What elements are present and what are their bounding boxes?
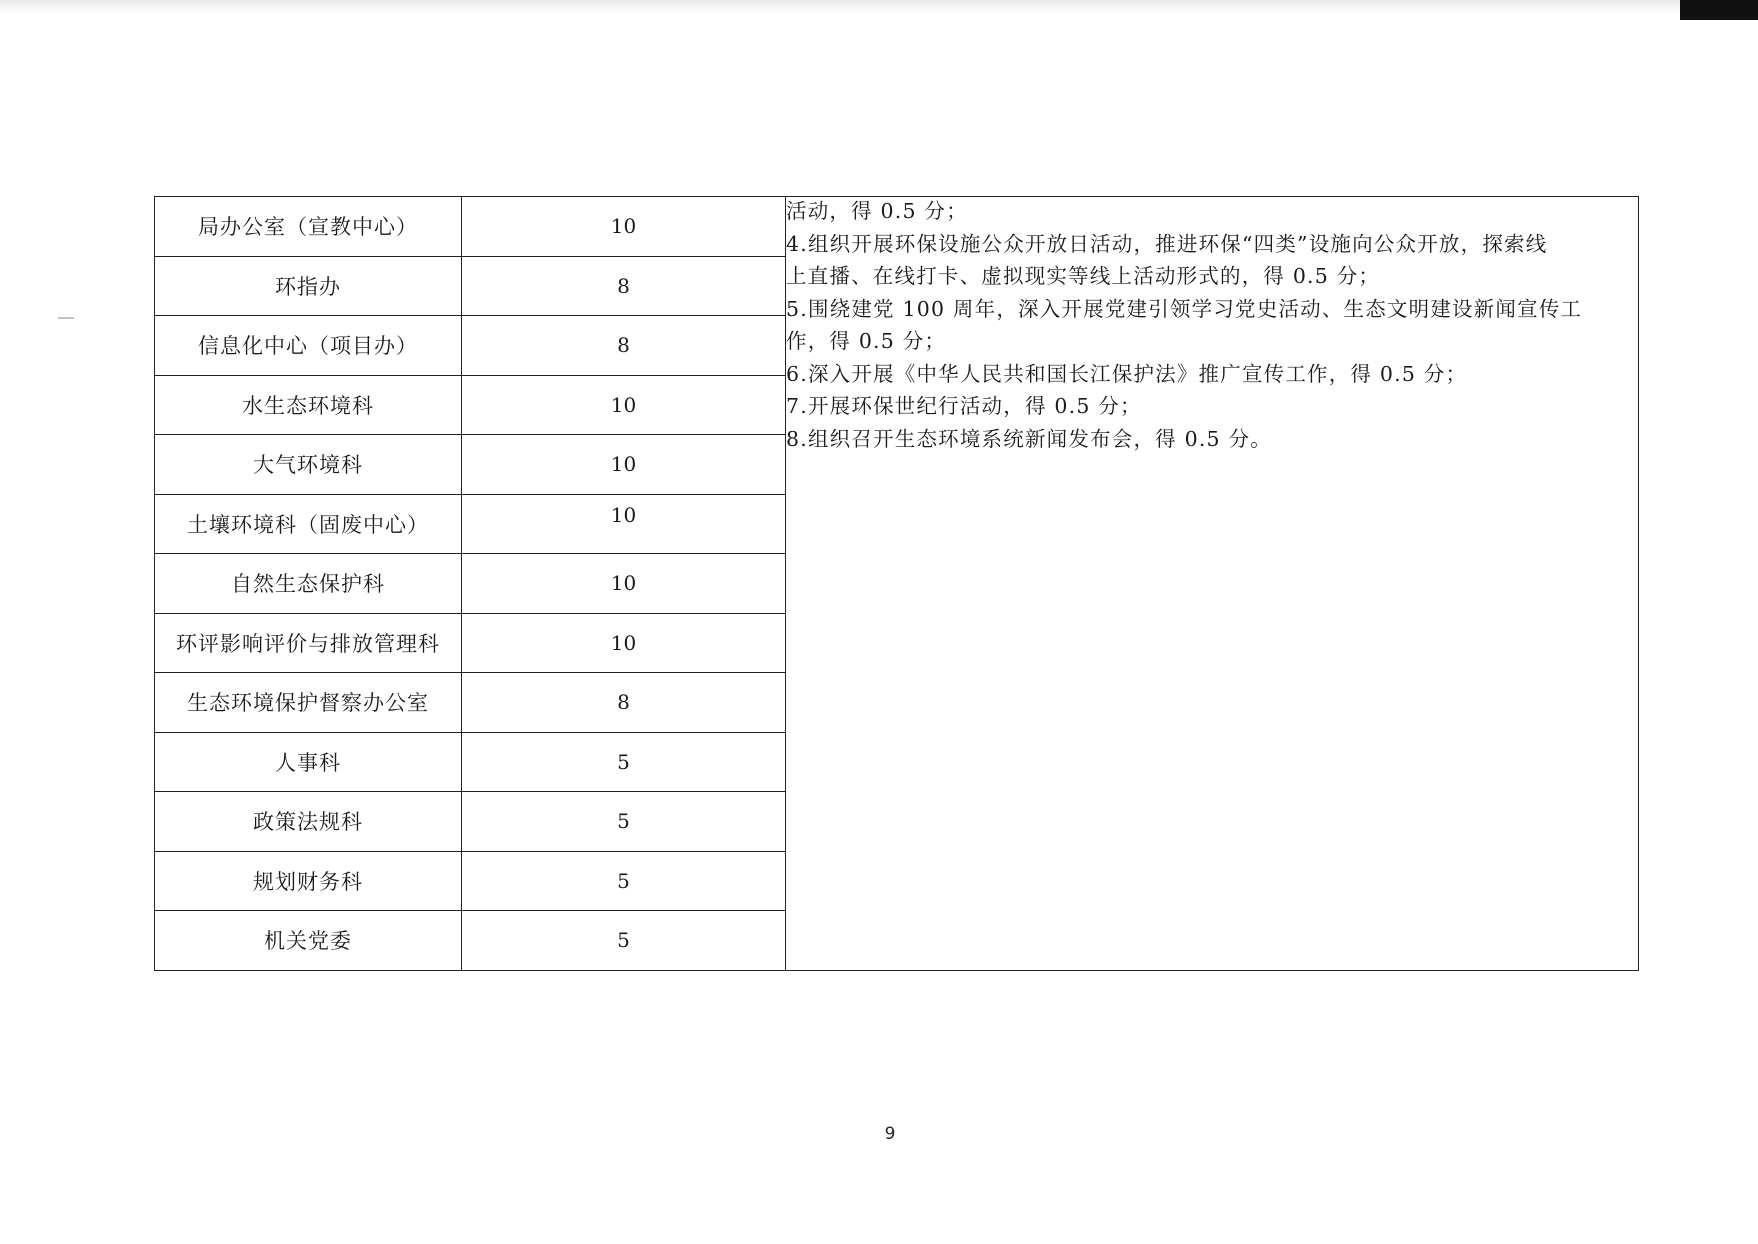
- score-cell: 8: [462, 673, 786, 733]
- score-cell: 10: [462, 375, 786, 435]
- scan-corner-mark: [1680, 0, 1758, 20]
- department-cell: 政策法规科: [155, 792, 462, 852]
- department-cell: 自然生态保护科: [155, 554, 462, 614]
- score-cell: 5: [462, 732, 786, 792]
- score-cell: 8: [462, 316, 786, 376]
- criteria-line: 5.围绕建党 100 周年，深入开展党建引领学习党史活动、生态文明建设新闻宣传工: [786, 296, 1583, 321]
- scan-artifact: [58, 317, 74, 319]
- criteria-line: 上直播、在线打卡、虚拟现实等线上活动形式的，得 0.5 分；: [786, 264, 1381, 288]
- table-row: [155, 197, 1639, 257]
- criteria-line: 4.组织开展环保设施公众开放日活动，推进环保“四类”设施向公众开放，探索线: [786, 231, 1548, 256]
- department-cell: 水生态环境科: [155, 375, 462, 435]
- criteria-line: 作，得 0.5 分；: [786, 329, 947, 353]
- score-cell: 10: [462, 613, 786, 673]
- page-number: 9: [884, 1124, 896, 1144]
- score-cell: 8: [462, 256, 786, 316]
- department-cell: 生态环境保护督察办公室: [155, 673, 462, 733]
- scan-edge: [0, 0, 1758, 14]
- score-cell: 10: [462, 435, 786, 495]
- department-cell: 局办公室（宣教中心）: [155, 197, 462, 257]
- score-cell: 10: [462, 494, 786, 554]
- department-cell: 环指办: [155, 256, 462, 316]
- assessment-table: [154, 196, 1639, 971]
- criteria-line: 8.组织召开生态环境系统新闻发布会，得 0.5 分。: [786, 426, 1272, 451]
- score-cell: 5: [462, 792, 786, 852]
- department-cell: 人事科: [155, 732, 462, 792]
- criteria-line: 活动，得 0.5 分；: [786, 199, 968, 223]
- score-cell: 5: [462, 911, 786, 971]
- department-cell: 机关党委: [155, 911, 462, 971]
- criteria-line: 7.开展环保世纪行活动，得 0.5 分；: [786, 394, 1142, 418]
- department-cell: 规划财务科: [155, 851, 462, 911]
- department-cell: 大气环境科: [155, 435, 462, 495]
- department-cell: 土壤环境科（固废中心）: [155, 494, 462, 554]
- criteria-cell: [786, 197, 1639, 971]
- score-cell: 5: [462, 851, 786, 911]
- criteria-line: 6.深入开展《中华人民共和国长江保护法》推广宣传工作，得 0.5 分；: [786, 361, 1468, 386]
- department-cell: 信息化中心（项目办）: [155, 316, 462, 376]
- score-cell: 10: [462, 197, 786, 257]
- score-cell: 10: [462, 554, 786, 614]
- department-cell: 环评影响评价与排放管理科: [155, 613, 462, 673]
